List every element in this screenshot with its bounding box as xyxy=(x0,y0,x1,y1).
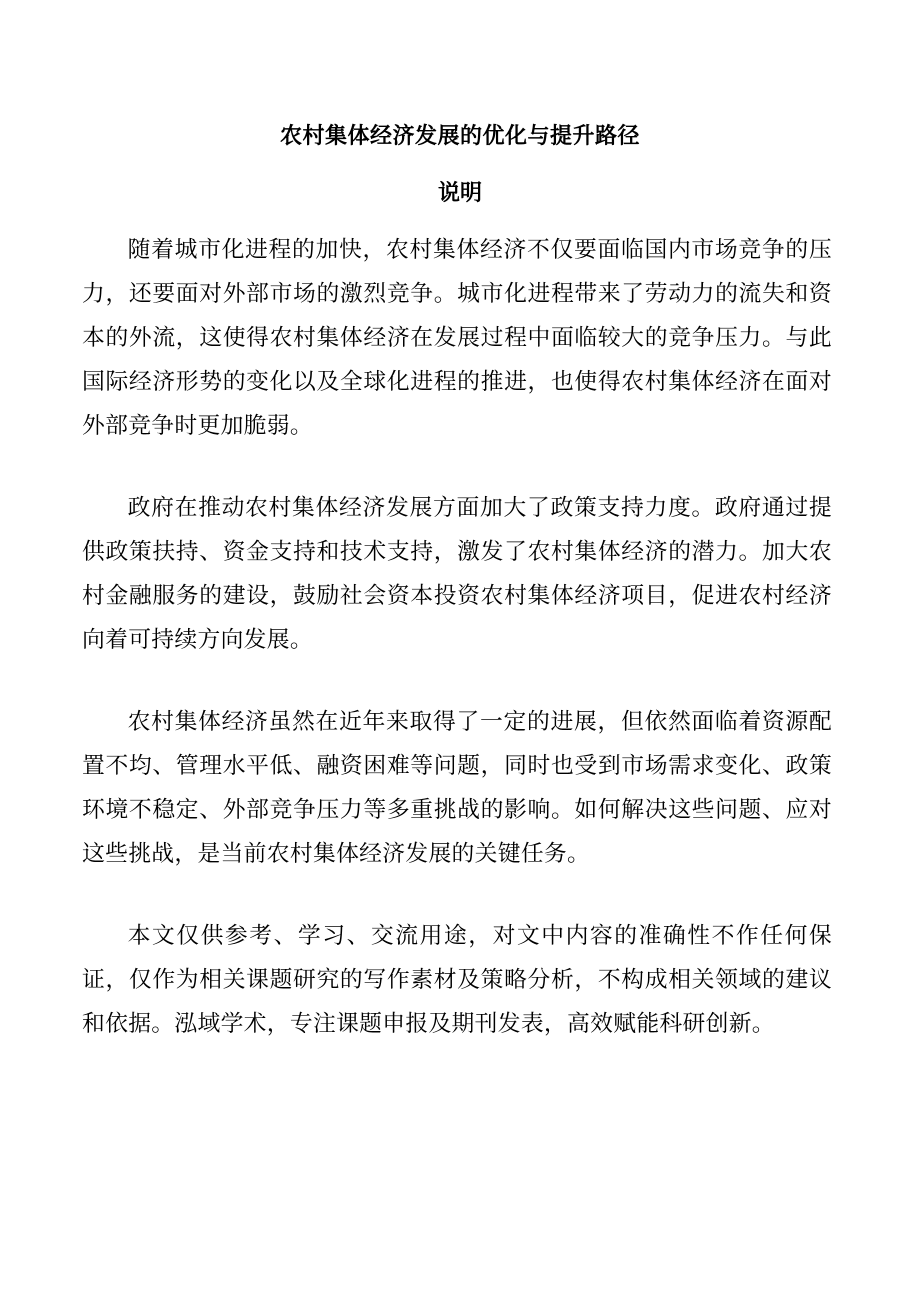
document-title: 农村集体经济发展的优化与提升路径 xyxy=(279,123,640,149)
paragraph-urbanization: 随着城市化进程的加快，农村集体经济不仅要面临国内市场竞争的压力，还要面对外部市场的激烈竞争。城市化进程带来了劳动力的流失和资本的外流，这使得农村集体经济在发展过程中面临较大的竞争压力。与此国际经济形势的变化以及全球化进程的推进，也使得农村集体经济在面对外部竞争时更加脆弱。 xyxy=(82,237,832,439)
paragraph-disclaimer: 本文仅供参考、学习、交流用途，对文中内容的准确性不作任何保证，仅作为相关课题研究的写作素材及策略分析，不构成相关领域的建议和依据。泓域学术，专注课题申报及期刊发表，高效赋能科研创新。 xyxy=(82,923,832,1037)
paragraph-challenges: 农村集体经济虽然在近年来取得了一定的进展，但依然面临着资源配置不均、管理水平低、融资困难等问题，同时也受到市场需求变化、政策环境不稳定、外部竞争压力等多重挑战的影响。如何解决这些问题、应对这些挑战，是当前农村集体经济发展的关键任务。 xyxy=(82,709,832,867)
document-body xyxy=(82,228,832,1046)
paragraph-government-support: 政府在推动农村集体经济发展方面加大了政策支持力度。政府通过提供政策扶持、资金支持和技术支持，激发了农村集体经济的潜力。加大农村金融服务的建设，鼓励社会资本投资农村集体经济项目，促进农村经济向着可持续方向发展。 xyxy=(82,495,832,653)
section-heading-explanation: 说明 xyxy=(437,180,482,206)
